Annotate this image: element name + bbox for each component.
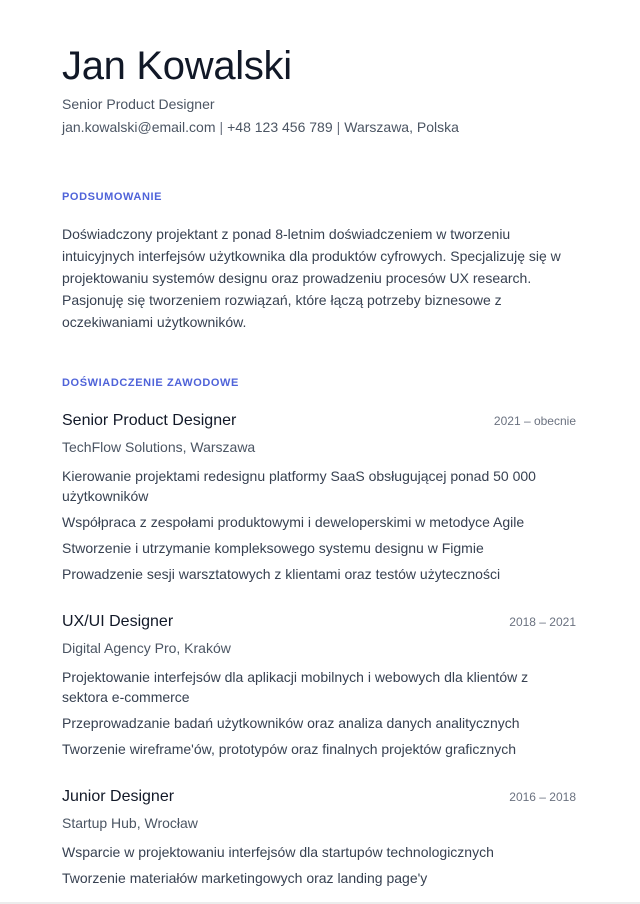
candidate-headline: Senior Product Designer	[62, 96, 215, 112]
contact-email[interactable]: jan.kowalski@email.com	[62, 119, 216, 135]
contact-line	[62, 118, 459, 136]
job-entry	[62, 786, 576, 894]
job-bullet: Tworzenie materiałów marketingowych oraz landing page'y	[62, 870, 428, 886]
job-company: TechFlow Solutions, Warszawa	[62, 439, 256, 455]
job-title: Senior Product Designer	[62, 412, 237, 429]
job-bullet: Wsparcie w projektowaniu interfejsów dla startupów technologicznych	[62, 844, 494, 860]
job-title: UX/UI Designer	[62, 613, 174, 630]
job-company: Startup Hub, Wrocław	[62, 815, 198, 831]
job-dates: 2016 – 2018	[509, 790, 576, 804]
contact-separator: |	[219, 119, 224, 135]
job-bullet-list	[62, 842, 576, 888]
job-entry	[62, 410, 576, 590]
job-bullet: Współpraca z zespołami produktowymi i deweloperskimi w metodyce Agile	[62, 514, 525, 530]
job-bullet: Prowadzenie sesji warsztatowych z klientami oraz testów użyteczności	[62, 566, 501, 582]
contact-phone[interactable]: +48 123 456 789	[227, 119, 333, 135]
contact-separator: |	[336, 119, 341, 135]
job-header	[62, 786, 576, 808]
experience-section-title: DOŚWIADCZENIE ZAWODOWE	[62, 377, 239, 389]
job-dates: 2021 – obecnie	[493, 414, 576, 428]
summary-section-title: PODSUMOWANIE	[62, 191, 163, 203]
contact-location: Warszawa, Polska	[344, 119, 459, 135]
job-header	[62, 410, 576, 432]
candidate-name: Jan Kowalski	[62, 44, 292, 88]
job-bullet: Tworzenie wireframe'ów, prototypów oraz finalnych projektów graficznych	[62, 741, 516, 757]
job-header	[62, 611, 576, 633]
job-title: Junior Designer	[62, 788, 175, 805]
job-bullet: Kierowanie projektami redesignu platformy SaaS obsługującej ponad 50 000 użytkowników	[62, 468, 536, 504]
job-bullet: Stworzenie i utrzymanie kompleksowego systemu designu w Figmie	[62, 540, 484, 556]
job-company: Digital Agency Pro, Kraków	[62, 640, 231, 656]
summary-text: Doświadczony projektant z ponad 8-letnim doświadczeniem w tworzeniu intuicyjnych interfejsów użytkownika dla produktów cyfrowych. Specjalizuję się w projektowaniu systemów designu oraz prowadzeniu procesów UX research. Pasjonuję się tworzeniem rozwiązań, które łączą potrzeby biznesowe z oczekiwaniami użytkowników.	[62, 226, 561, 330]
job-dates: 2018 – 2021	[509, 615, 576, 629]
job-bullet-list	[62, 667, 576, 759]
job-bullet: Przeprowadzanie badań użytkowników oraz analiza danych analitycznych	[62, 715, 520, 731]
job-entry	[62, 611, 576, 765]
job-bullet-list	[62, 466, 576, 584]
job-bullet: Projektowanie interfejsów dla aplikacji mobilnych i webowych dla klientów z sektora e-commerce	[62, 669, 529, 705]
